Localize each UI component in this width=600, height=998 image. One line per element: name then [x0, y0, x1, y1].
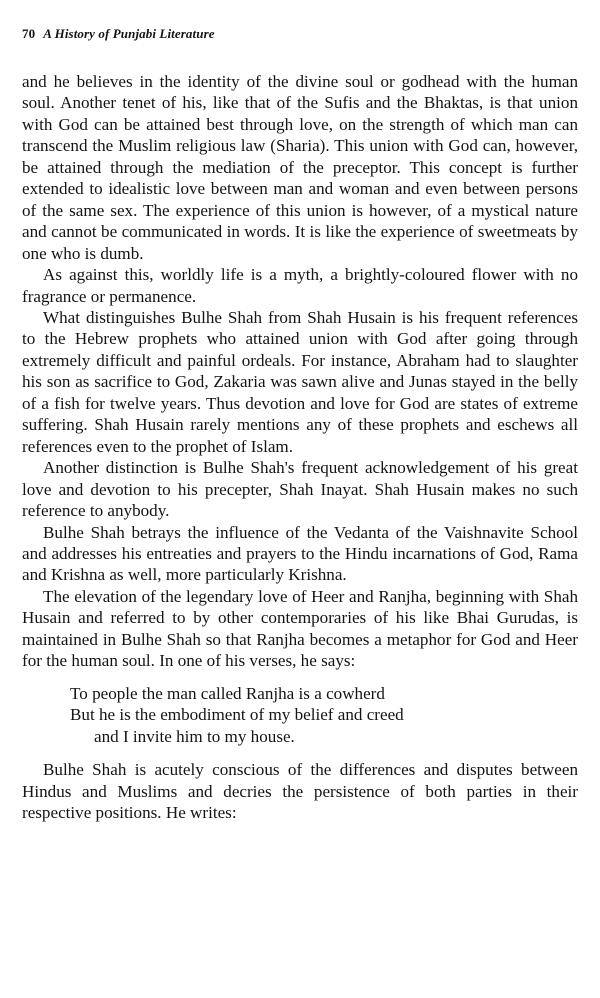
verse-line: But he is the embodiment of my belief and creed: [70, 705, 404, 725]
verse-quote: [22, 683, 578, 748]
paragraph-precepter: Another distinction is Bulhe Shah's frequent acknowledgement of his great love and devotion to his precepter, Shah Inayat. Shah Husain makes no such reference to anybody.: [22, 458, 578, 521]
verse-line: To people the man called Ranjha is a cowherd: [70, 683, 385, 703]
paragraph-hebrew-prophets: What distinguishes Bulhe Shah from Shah Husain is his frequent references to the Hebrew prophets who attained union with God after going through extremely difficult and painful ordeals. For instance, Abraham had to slaughter his son as sacrifice to God, Zakaria was sawn alive and Junas stayed in the belly of a fish for twelve years. Thus devotion and love for God are states of extreme suffering. Shah Husain rarely mentions any of these prophets and eschews all references even to the prophet of Islam.: [22, 307, 578, 456]
paragraph-vedanta: Bulhe Shah betrays the influence of the Vedanta of the Vaishnavite School and addresses his entreaties and prayers to the Hindu incarnations of God, Rama and Krishna as well, more particularly Krishna.: [22, 522, 578, 585]
body-text: [22, 71, 578, 824]
book-title: A History of Punjabi Literature: [43, 26, 215, 41]
page-number: 70: [22, 26, 36, 41]
paragraph-hindus-muslims: Bulhe Shah is acutely conscious of the differences and disputes between Hindus and Muslims and decries the persistence of both parties in their respective positions. He writes:: [22, 760, 578, 823]
verse-line: and I invite him to my house.: [94, 726, 295, 746]
paragraph-worldly-life: As against this, worldly life is a myth, a brightly-coloured flower with no fragrance or permanence.: [22, 265, 578, 306]
paragraph-continued: and he believes in the identity of the divine soul or godhead with the human soul. Another tenet of his, like that of the Sufis and the Bhaktas, is that union with God can be attained best through love, on the strength of which man can transcend the Muslim religious law (Sharia). This union with God can, however, be attained through the mediation of the preceptor. This concept is further extended to idealistic love between man and woman and even between persons of the same sex. The experience of this union is however, of a mystical nature and cannot be communicated in words. It is like the experience of sweetmeats by one who is dumb.: [22, 72, 578, 263]
running-head: [22, 26, 215, 42]
paragraph-heer-ranjha: The elevation of the legendary love of Heer and Ranjha, beginning with Shah Husain and referred to by other contemporaries of his like Bhai Gurudas, is maintained in Bulhe Shah so that Ranjha becomes a metaphor for God and Heer for the human soul. In one of his verses, he says:: [22, 586, 578, 671]
